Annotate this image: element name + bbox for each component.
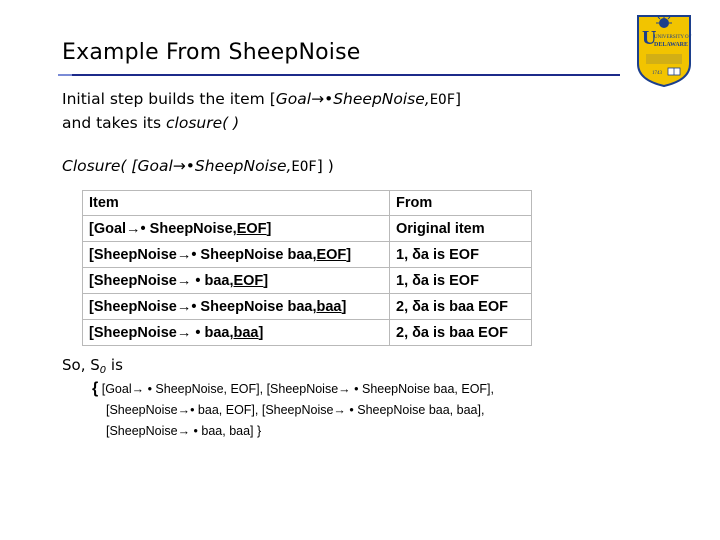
table-row [83,268,532,294]
bracket-close: ] [346,246,352,263]
closure-term: closure( ) [166,114,240,132]
set-items: [SheepNoise→ • baa, baa] [106,424,254,438]
arrow-icon: → [311,90,325,108]
from-cell: Original item [390,216,532,242]
set-items: [SheepNoise→• baa, EOF], [SheepNoise→ • SheepNoise baa, baa], [106,403,485,417]
title-underline [58,74,620,76]
close-brace: } [257,424,262,438]
closure-label: Closure( [ [62,157,138,175]
slide-title: Example From SheepNoise [62,40,361,65]
intro-line-2 [62,114,239,132]
bracket-close: ] [455,90,462,108]
so-suffix: is [106,356,123,374]
item-text: [SheepNoise→• SheepNoise baa, [89,298,317,315]
closure-end: ] ) [316,157,334,175]
state-subscript: 0 [99,365,107,376]
lookahead: EOF [233,272,264,289]
lookahead: baa [316,298,342,315]
item-text: [SheepNoise→ • baa, [89,324,234,341]
dot-symbol: • [324,90,334,108]
bracket-close: ] [258,324,264,341]
intro-text: Initial step builds the item [ [62,90,276,108]
arrow-icon: → [172,157,186,175]
set-row [92,400,612,421]
set-row [92,378,612,400]
item-cell [83,294,390,320]
item-cell [83,268,390,294]
lookahead: EOF [316,246,347,263]
svg-text:U: U [642,27,657,49]
from-cell: 2, δa is baa EOF [390,294,532,320]
table-row [83,320,532,346]
table-row [83,242,532,268]
goal-symbol: Goal [137,157,173,175]
so-prefix: So, S [62,356,100,374]
table-header-row [83,191,532,216]
item-text: [Goal→• SheepNoise, [89,220,237,237]
state-set [92,378,612,442]
sheepnoise-symbol: SheepNoise, [333,90,430,108]
closure-table [82,190,532,346]
intro-line-1 [62,90,461,108]
bracket-close: ] [341,298,347,315]
lookahead: baa [233,324,259,341]
table-row [83,216,532,242]
set-row [92,421,612,442]
column-header-item: Item [83,191,390,216]
eof-symbol: EOF [291,159,317,175]
logo-year: 1743 [652,71,662,76]
lookahead: EOF [236,220,267,237]
from-cell: 1, δa is EOF [390,268,532,294]
bracket-close: ] [263,272,269,289]
column-header-from: From [390,191,532,216]
item-cell [83,320,390,346]
from-cell: 1, δa is EOF [390,242,532,268]
intro-text-2: and takes its [62,114,167,132]
item-text: [SheepNoise→ • baa, [89,272,234,289]
item-text: [SheepNoise→• SheepNoise baa, [89,246,317,263]
logo-text-main: DELAWARE [654,42,689,48]
eof-symbol: EOF [429,92,456,108]
bracket-close: ] [266,220,272,237]
from-cell: 2, δa is baa EOF [390,320,532,346]
set-items: [Goal→ • SheepNoise, EOF], [SheepNoise→ • SheepNoise baa, EOF], [101,382,494,396]
goal-symbol: Goal [275,90,312,108]
sheepnoise-symbol: SheepNoise, [194,157,292,175]
dot-symbol: • [185,157,195,175]
university-logo [636,14,692,88]
state-heading [62,356,123,376]
item-cell [83,242,390,268]
item-cell [83,216,390,242]
logo-text-top: UNIVERSITY OF [654,35,692,40]
open-brace: { [92,380,99,397]
table-row [83,294,532,320]
closure-heading [62,157,334,175]
